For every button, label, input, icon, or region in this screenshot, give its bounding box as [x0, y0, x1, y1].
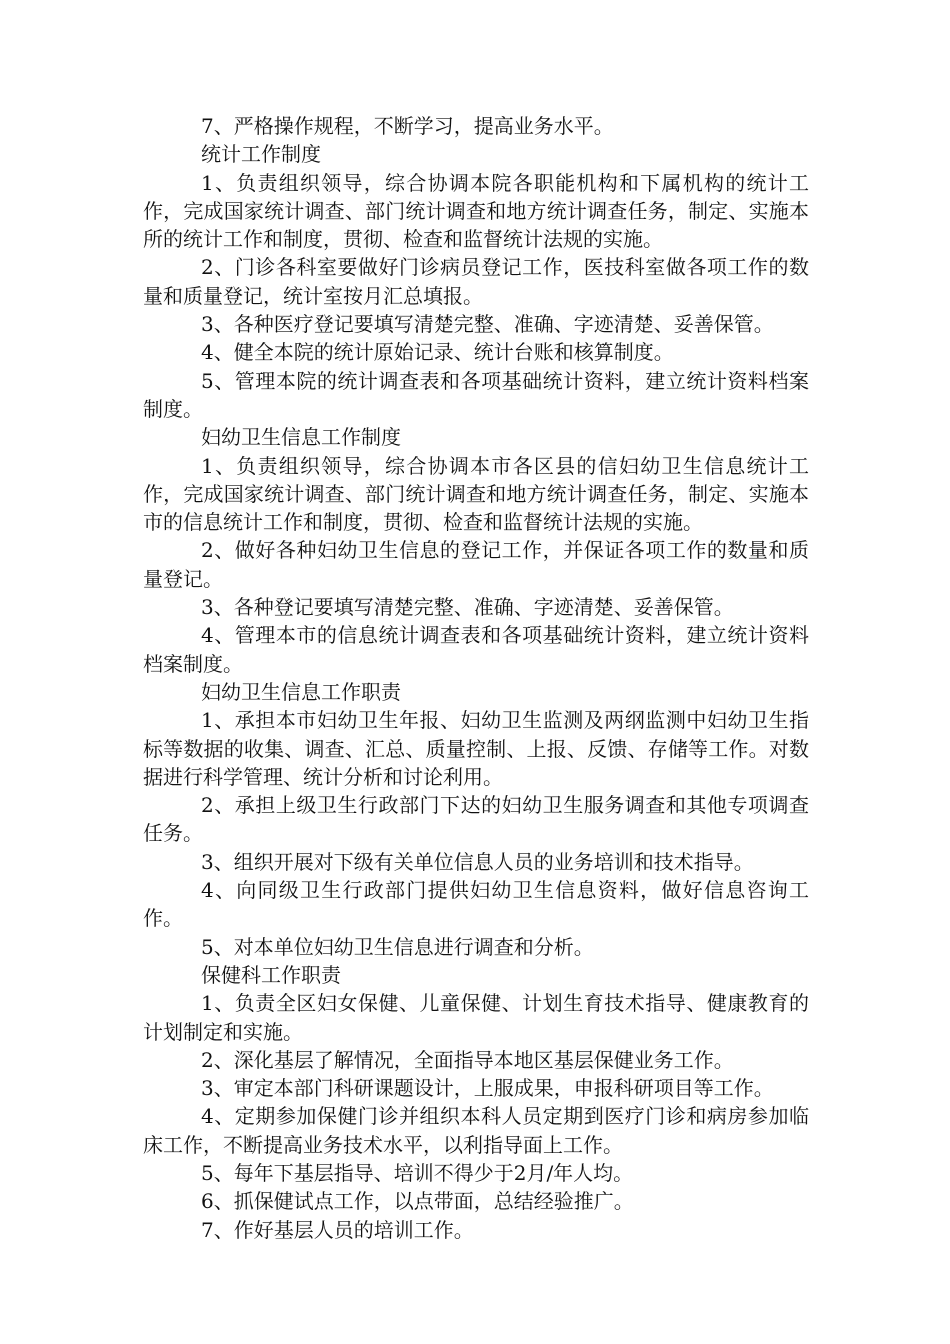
paragraph: 4、管理本市的信息统计调查表和各项基础统计资料，建立统计资料档案制度。 [143, 623, 809, 676]
paragraph: 3、审定本部门科研课题设计，上服成果，申报科研项目等工作。 [201, 1076, 774, 1101]
paragraph: 3、各种登记要填写清楚完整、准确、字迹清楚、妥善保管。 [201, 595, 734, 620]
paragraph: 4、健全本院的统计原始记录、统计台账和核算制度。 [201, 340, 674, 365]
paragraph: 7、严格操作规程，不断学习，提高业务水平。 [201, 114, 614, 138]
paragraph: 7、作好基层人员的培训工作。 [201, 1217, 474, 1242]
paragraph: 4、定期参加保健门诊并组织本科人员定期到医疗门诊和病房参加临床工作，不断提高业务技术水平，以利指导面上工作。 [143, 1104, 809, 1157]
paragraph: 2、做好各种妇幼卫生信息的登记工作，并保证各项工作的数量和质量登记。 [143, 538, 809, 591]
section-heading: 妇幼卫生信息工作制度 [201, 425, 401, 450]
paragraph: 3、组织开展对下级有关单位信息人员的业务培训和技术指导。 [201, 849, 754, 874]
section-heading: 保健科工作职责 [201, 962, 341, 987]
paragraph: 5、对本单位妇幼卫生信息进行调查和分析。 [201, 934, 594, 959]
paragraph: 2、承担上级卫生行政部门下达的妇幼卫生服务调查和其他专项调查任务。 [143, 793, 809, 846]
paragraph: 1、负责组织领导，综合协调本院各职能机构和下属机构的统计工作，完成国家统计调查、部门统计调查和地方统计调查任务，制定、实施本所的统计工作和制度，贯彻、检查和监督统计法规的实施。 [143, 170, 809, 252]
paragraph: 6、抓保健试点工作，以点带面，总结经验推广。 [201, 1189, 634, 1214]
paragraph: 5、管理本院的统计调查表和各项基础统计资料，建立统计资料档案制度。 [143, 368, 809, 421]
document-body [143, 112, 809, 1244]
paragraph: 3、各种医疗登记要填写清楚完整、准确、字迹清楚、妥善保管。 [201, 312, 774, 337]
paragraph: 2、门诊各科室要做好门诊病员登记工作，医技科室做各项工作的数量和质量登记，统计室按月汇总填报。 [143, 255, 809, 308]
paragraph: 5、每年下基层指导、培训不得少于2月/年人均。 [201, 1160, 634, 1185]
paragraph: 1、负责全区妇女保健、儿童保健、计划生育技术指导、健康教育的计划制定和实施。 [143, 991, 809, 1044]
section-heading: 统计工作制度 [201, 142, 321, 167]
paragraph: 4、向同级卫生行政部门提供妇幼卫生信息资料，做好信息咨询工作。 [143, 878, 809, 931]
paragraph: 2、深化基层了解情况，全面指导本地区基层保健业务工作。 [201, 1047, 734, 1072]
section-heading: 妇幼卫生信息工作职责 [201, 679, 401, 704]
paragraph: 1、负责组织领导，综合协调本市各区县的信妇幼卫生信息统计工作，完成国家统计调查、部门统计调查和地方统计调查任务，制定、实施本市的信息统计工作和制度，贯彻、检查和监督统计法规的实施。 [143, 453, 809, 535]
paragraph: 1、承担本市妇幼卫生年报、妇幼卫生监测及两纲监测中妇幼卫生指标等数据的收集、调查、汇总、质量控制、上报、反馈、存储等工作。对数据进行科学管理、统计分析和讨论利用。 [143, 708, 809, 789]
